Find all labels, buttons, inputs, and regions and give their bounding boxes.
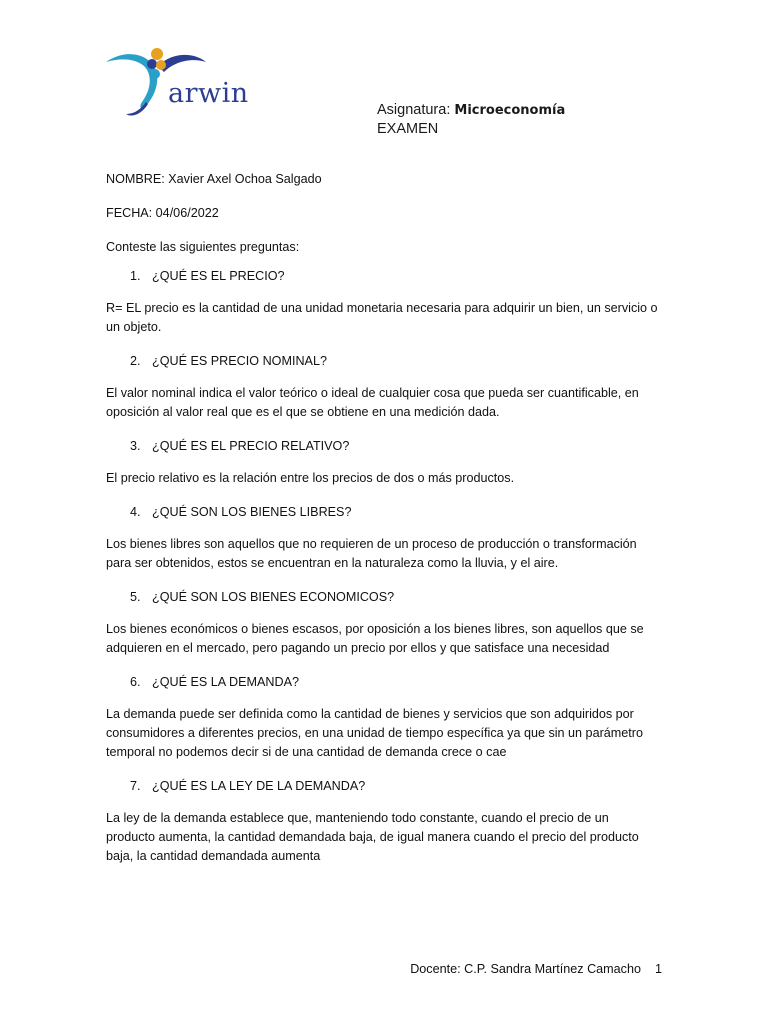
question-5 xyxy=(106,588,662,607)
answer-line: producto aumenta, la cantidad demandada baja, de igual manera cuando el precio del producto xyxy=(106,830,639,844)
instructions: Conteste las siguientes preguntas: xyxy=(106,240,300,254)
subject-line xyxy=(377,101,565,120)
teacher-name: Docente: C.P. Sandra Martínez Camacho xyxy=(410,962,641,976)
answer-line: consumidores a diferentes precios, en una unidad de tiempo específica ya que sin un parámetro xyxy=(106,726,643,740)
question-number: 6. xyxy=(130,675,141,689)
question-2 xyxy=(106,352,662,371)
answer-line: un objeto. xyxy=(106,320,162,334)
answer-2 xyxy=(106,384,662,422)
question-text: ¿QUÉ ES LA DEMANDA? xyxy=(152,675,299,689)
answer-4 xyxy=(106,535,662,573)
answer-line: El valor nominal indica el valor teórico o ideal de cualquier cosa que pueda ser cuantificable, en xyxy=(106,386,639,400)
question-number: 7. xyxy=(130,779,141,793)
answer-6 xyxy=(106,705,662,762)
answer-7 xyxy=(106,809,662,866)
answer-5 xyxy=(106,620,662,658)
subject-value: Microeconomía xyxy=(454,103,566,118)
logo-text: arwin xyxy=(168,78,249,109)
answer-line: La ley de la demanda establece que, manteniendo todo constante, cuando el precio de un xyxy=(106,811,609,825)
answer-line: para ser obtenidos, estos se encuentran en la naturaleza como la lluvia, y el aire. xyxy=(106,556,559,570)
answer-line: baja, la cantidad demandada aumenta xyxy=(106,849,321,863)
exam-header xyxy=(377,101,565,139)
question-number: 3. xyxy=(130,439,141,453)
student-name: NOMBRE: Xavier Axel Ochoa Salgado xyxy=(106,172,322,186)
page-footer xyxy=(410,962,662,976)
subject-label: Asignatura: xyxy=(377,102,451,118)
answer-3 xyxy=(106,469,662,488)
answer-line: El precio relativo es la relación entre los precios de dos o más productos. xyxy=(106,471,515,485)
page-number: 1 xyxy=(654,962,662,976)
question-number: 2. xyxy=(130,354,141,368)
question-4 xyxy=(106,503,662,522)
question-1 xyxy=(106,267,662,286)
answer-1 xyxy=(106,299,662,337)
answer-line: adquieren en el mercado, pero pagando un precio por ellos y que satisface una necesidad xyxy=(106,641,610,655)
answer-line: oposición al valor real que es el que se obtiene en una medición dada. xyxy=(106,405,500,419)
question-text: ¿QUÉ ES LA LEY DE LA DEMANDA? xyxy=(152,779,366,793)
question-3 xyxy=(106,437,662,456)
exam-label: EXAMEN xyxy=(377,121,439,137)
question-6 xyxy=(106,673,662,692)
question-7 xyxy=(106,777,662,796)
question-text: ¿QUÉ SON LOS BIENES LIBRES? xyxy=(152,505,352,519)
document-body xyxy=(106,170,662,866)
exam-date: FECHA: 04/06/2022 xyxy=(106,206,219,220)
answer-line: R= EL precio es la cantidad de una unidad monetaria necesaria para adquirir un bien, un servicio o xyxy=(106,301,658,315)
question-number: 5. xyxy=(130,590,141,604)
question-text: ¿QUÉ ES EL PRECIO RELATIVO? xyxy=(152,439,350,453)
question-text: ¿QUÉ ES EL PRECIO? xyxy=(152,269,285,283)
answer-line: Los bienes libres son aquellos que no requieren de un proceso de producción o transformación xyxy=(106,537,637,551)
answer-line: La demanda puede ser definida como la cantidad de bienes y servicios que son adquiridos por xyxy=(106,707,634,721)
question-text: ¿QUÉ ES PRECIO NOMINAL? xyxy=(152,354,327,368)
answer-line: Los bienes económicos o bienes escasos, por oposición a los bienes libres, son aquellos que se xyxy=(106,622,644,636)
question-text: ¿QUÉ SON LOS BIENES ECONOMICOS? xyxy=(152,590,395,604)
question-number: 4. xyxy=(130,505,141,519)
question-number: 1. xyxy=(130,269,141,283)
answer-line: temporal no podemos decir si de una cantidad de demanda crece o cae xyxy=(106,745,507,759)
